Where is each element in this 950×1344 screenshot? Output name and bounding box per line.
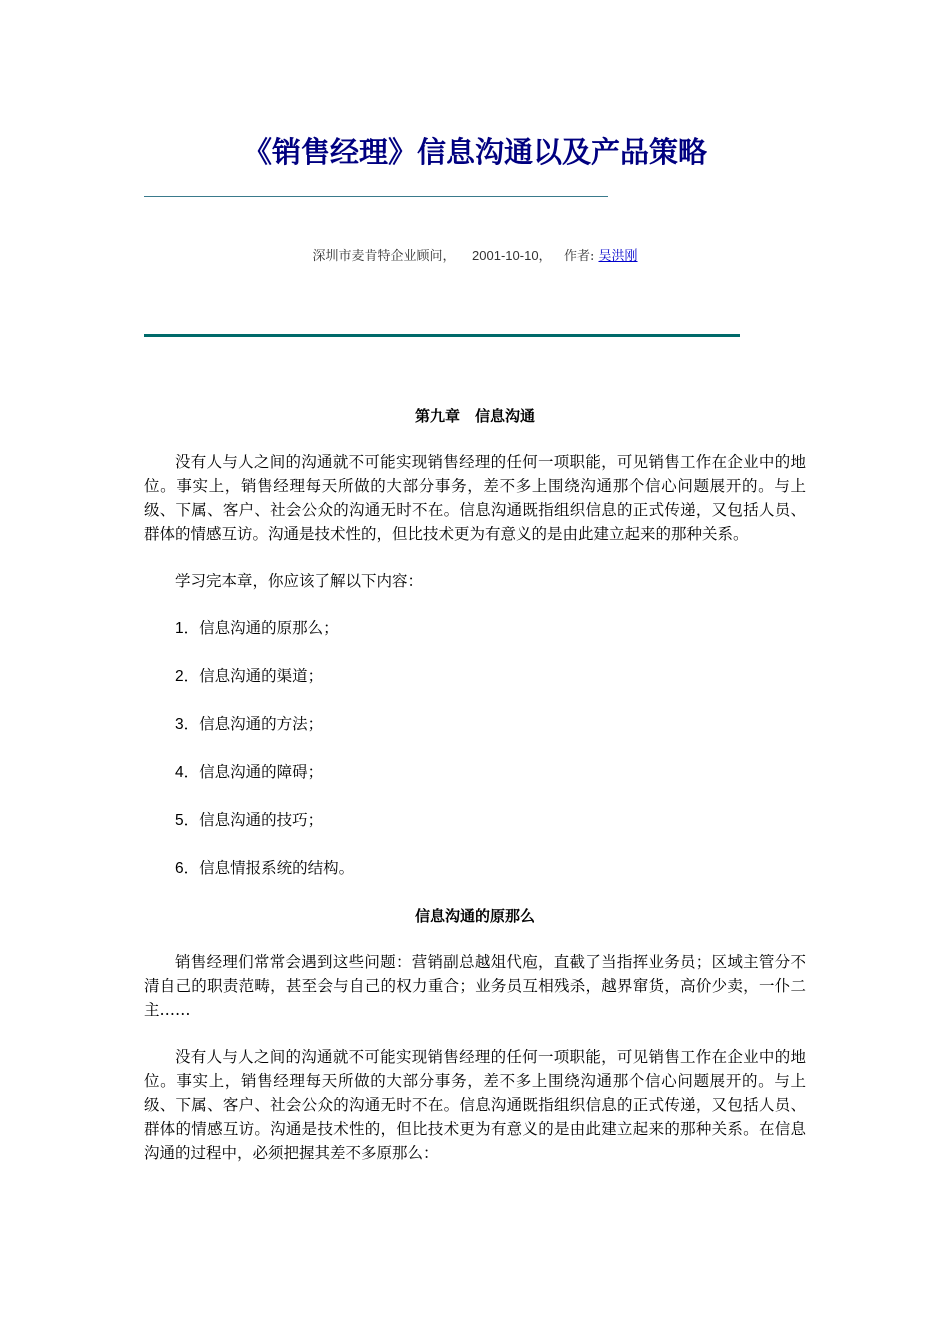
objective-item (144, 712, 806, 737)
learning-intro: 学习完本章，你应该了解以下内容： (175, 572, 424, 590)
objective-number: 1． (175, 620, 200, 637)
objective-number: 5． (175, 812, 200, 829)
title-divider (144, 196, 608, 197)
objective-item (144, 856, 806, 881)
section-paragraph-2: 没有人与人之间的沟通就不可能实现销售经理的任何一项职能，可见销售工作在企业中的地位。事实上，销售经理每天所做的大部分事务，差不多上围绕沟通那个信心问题展开的。与上级、下属、客户、社会公众的沟通无时不在。信息沟通既指组织信息的正式传递，又包括人员、群体的情感互访。沟通是技术性的，但比技术更为有意义的是由此建立起来的那种关系。在信息沟通的过程中，必须把握其差不多原那么： (144, 1048, 806, 1162)
section-paragraph-1: 销售经理们常常会遇到这些问题：营销副总越俎代庖，直截了当指挥业务员；区域主管分不清自己的职责范畴，甚至会与自己的权力重合；业务员互相残杀，越界窜货，高价少卖，一仆二主…… (144, 953, 806, 1019)
objective-text: 信息情报系统的结构。 (199, 859, 355, 877)
author-link[interactable]: 吴洪刚 (598, 249, 638, 264)
objective-text: 信息沟通的渠道； (199, 667, 324, 685)
article-meta (0, 246, 950, 267)
objective-item (144, 616, 806, 641)
objective-number: 2． (175, 668, 200, 685)
article-body (144, 404, 806, 1188)
objective-number: 4． (175, 764, 200, 781)
meta-date: 2001-10-10， (472, 248, 552, 263)
objective-item (144, 664, 806, 689)
objective-number: 3． (175, 716, 200, 733)
objective-text: 信息沟通的障碍； (199, 763, 324, 781)
objective-item (144, 760, 806, 785)
section-heading: 信息沟通的原那么 (414, 907, 535, 925)
meta-divider (144, 334, 740, 337)
objective-text: 信息沟通的原那么； (199, 619, 339, 637)
meta-author-label: 作者: (563, 249, 595, 264)
objective-item (144, 808, 806, 833)
objective-number: 6． (175, 860, 200, 877)
chapter-heading: 第九章 信息沟通 (414, 407, 535, 425)
objective-text: 信息沟通的方法； (199, 715, 324, 733)
objective-text: 信息沟通的技巧； (199, 811, 324, 829)
intro-paragraph: 没有人与人之间的沟通就不可能实现销售经理的任何一项职能，可见销售工作在企业中的地位。事实上，销售经理每天所做的大部分事务，差不多上围绕沟通那个信心问题展开的。与上级、下属、客户、社会公众的沟通无时不在。信息沟通既指组织信息的正式传递，又包括人员、群体的情感互访。沟通是技术性的，但比技术更为有意义的是由此建立起来的那种关系。 (144, 453, 806, 543)
meta-source: 深圳市麦肯特企业顾问， (312, 249, 456, 264)
document-title: 《销售经理》信息沟通以及产品策略 (242, 135, 707, 169)
